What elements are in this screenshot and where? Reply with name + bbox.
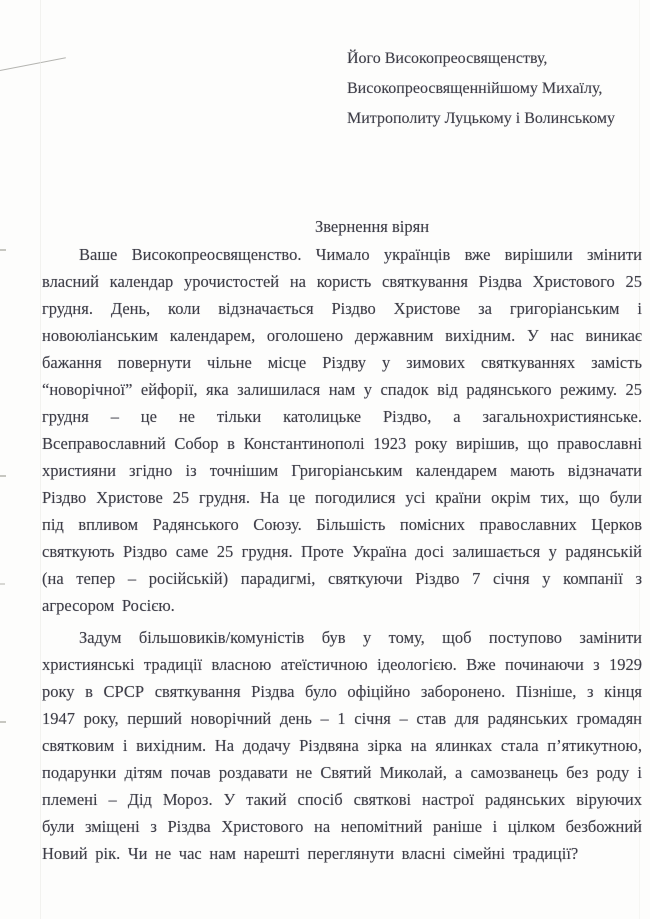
scan-artifact-diagonal-line	[0, 57, 66, 71]
scan-edge-mark	[0, 249, 6, 251]
scan-artifact-vertical-line-left	[40, 0, 41, 919]
scan-edge-mark	[0, 721, 6, 723]
paragraph-1: Ваше Високопреосвященство. Чимало українців вже вирішили змінити власний календар урочистостей на користь святкування Різдва Христового 25 грудня. День, коли відзначається Різдво Христове за григоріанським і новоюліанським календарем, оголошено державним вихідним. У нас виникає бажання повернути чільне місце Різдву у зимових святкуваннях замість “новорічної” ейфорії, яка залишилася нам у спадок від радянського режиму. 25 грудня – це не тільки католицьке Різдво, а загальнохристиянське. Всеправославний Собор в Константинополі 1923 року вирішив, що православні християни згідно із точнішим Григоріанським календарем мають відзначати Різдво Христове 25 грудня. На це погодилися усі країни окрім тих, що були під впливом Радянського Союзу. Більшість помісних православних Церков святкують Різдво саме 25 грудня. Проте Україна досі залишається у радянській (на тепер – російській) парадигмі, святкуючи Різдво 7 січня у компанії з агресором Росією.	[42, 245, 642, 615]
letter-title: Звернення вірян	[314, 217, 430, 236]
scan-edge-mark	[0, 475, 6, 477]
scan-edge-mark	[0, 583, 5, 585]
recipient-line-2: Високопреосвященнійшому Михаїлу,	[347, 80, 603, 97]
recipient-block	[347, 44, 615, 134]
recipient-line-1: Його Високопреосвященству,	[347, 50, 548, 67]
recipient-line-3: Митрополиту Луцькому і Волинському	[347, 110, 615, 127]
paragraph-2: Задум більшовиків/комуністів був у тому, щоб поступово замінити християнські традиції власною атеїстичною ідеологією. Вже починаючи з 1929 року в СРСР святкування Різдва було офіційно заборонено. Пізніше, з кінця 1947 року, перший новорічний день – 1 січня – став для радянських громадян святковим і вихідним. На додачу Різдвяна зірка на ялинках стала п’ятикутною, подарунки дітям почав роздавати не Святий Миколай, а самозванець без роду і племені – Дід Мороз. У такий спосіб святкові настрої радянських віруючих були зміщені з Різдва Христового на непомітний раніше і цілком безбожний Новий рік. Чи не час нам нарешті переглянути власні сімейні традиції?	[42, 628, 642, 863]
